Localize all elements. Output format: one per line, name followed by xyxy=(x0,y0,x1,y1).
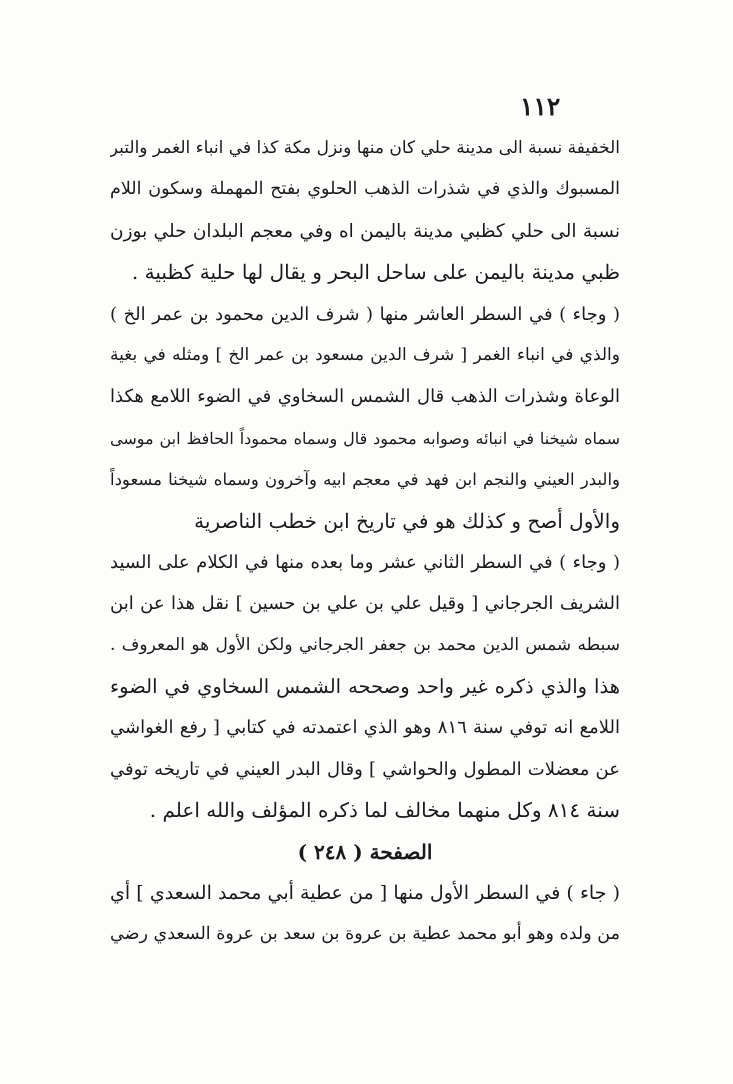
text-line: ( وجاء ) في السطر العاشر منها ( شرف الدين محمود بن عمر الخ ) xyxy=(110,303,620,325)
text-line: الخفيفة نسبة الى مدينة حلي كان منها ونزل مكة كذا في انباء الغمر والتبر xyxy=(110,138,620,158)
text-line: ( جاء ) في السطر الأول منها [ من عطية أبي محمد السعدي ] أي xyxy=(110,882,620,905)
text-line: الوعاة وشذرات الذهب قال الشمس السخاوي في الضوء اللامع هكذا xyxy=(110,386,620,408)
text-line: ظبي مدينة باليمن على ساحل البحر و يقال لها حلية كظبية . xyxy=(131,260,620,285)
text-line: والبدر العيني والنجم ابن فهد في معجم ابيه وآخرون وسماه شيخنا مسعوداً xyxy=(110,470,620,490)
text-line: عن معضلات المطول والحواشي ] وقال البدر العيني في تاريخه توفي xyxy=(110,758,620,780)
text-body xyxy=(110,128,620,956)
text-line: نسبة الى حلي كظبي مدينة باليمن اه وفي معجم البلدان حلي بوزن xyxy=(110,220,620,242)
text-line: المسبوك والذي في شذرات الذهب الحلوي بفتح المهملة وسكون اللام xyxy=(110,179,620,200)
section-heading: الصفحة ( ٢٤٨ ) xyxy=(297,839,433,864)
page-number: ١١٢ xyxy=(520,92,561,121)
text-line: الشريف الجرجاني [ وقيل علي بن علي بن حسين ] نقل هذا عن ابن xyxy=(110,593,620,615)
text-line: سماه شيخنا في انبائه وصوابه محمود قال وسماه محموداً الحافظ ابن موسى xyxy=(110,428,620,448)
text-line: سبطه شمس الدين محمد بن جعفر الجرجاني ولكن الأول هو المعروف . xyxy=(110,634,620,655)
text-line: والأول أصح و كذلك هو في تاريخ ابن خطب الناصرية xyxy=(194,508,620,533)
text-line: والذي في انباء الغمر [ شرف الدين مسعود بن عمر الخ ] ومثله في بغية xyxy=(110,344,620,365)
text-line: اللامع انه توفي سنة ٨١٦ وهو الذي اعتمدته في كتابي [ رفع الغواشي xyxy=(110,717,620,739)
text-line: ( وجاء ) في السطر الثاني عشر وما بعده منها في الكلام على السيد xyxy=(110,551,620,573)
text-line: سنة ٨١٤ وكل منهما مخالف لما ذكره المؤلف والله اعلم . xyxy=(149,798,620,823)
text-line: من ولده وهو أبو محمد عطية بن عروة بن سعد بن عروة السعدي رضي xyxy=(110,924,620,945)
text-line: هذا والذي ذكره غير واحد وصححه الشمس السخاوي في الضوء xyxy=(110,675,620,699)
